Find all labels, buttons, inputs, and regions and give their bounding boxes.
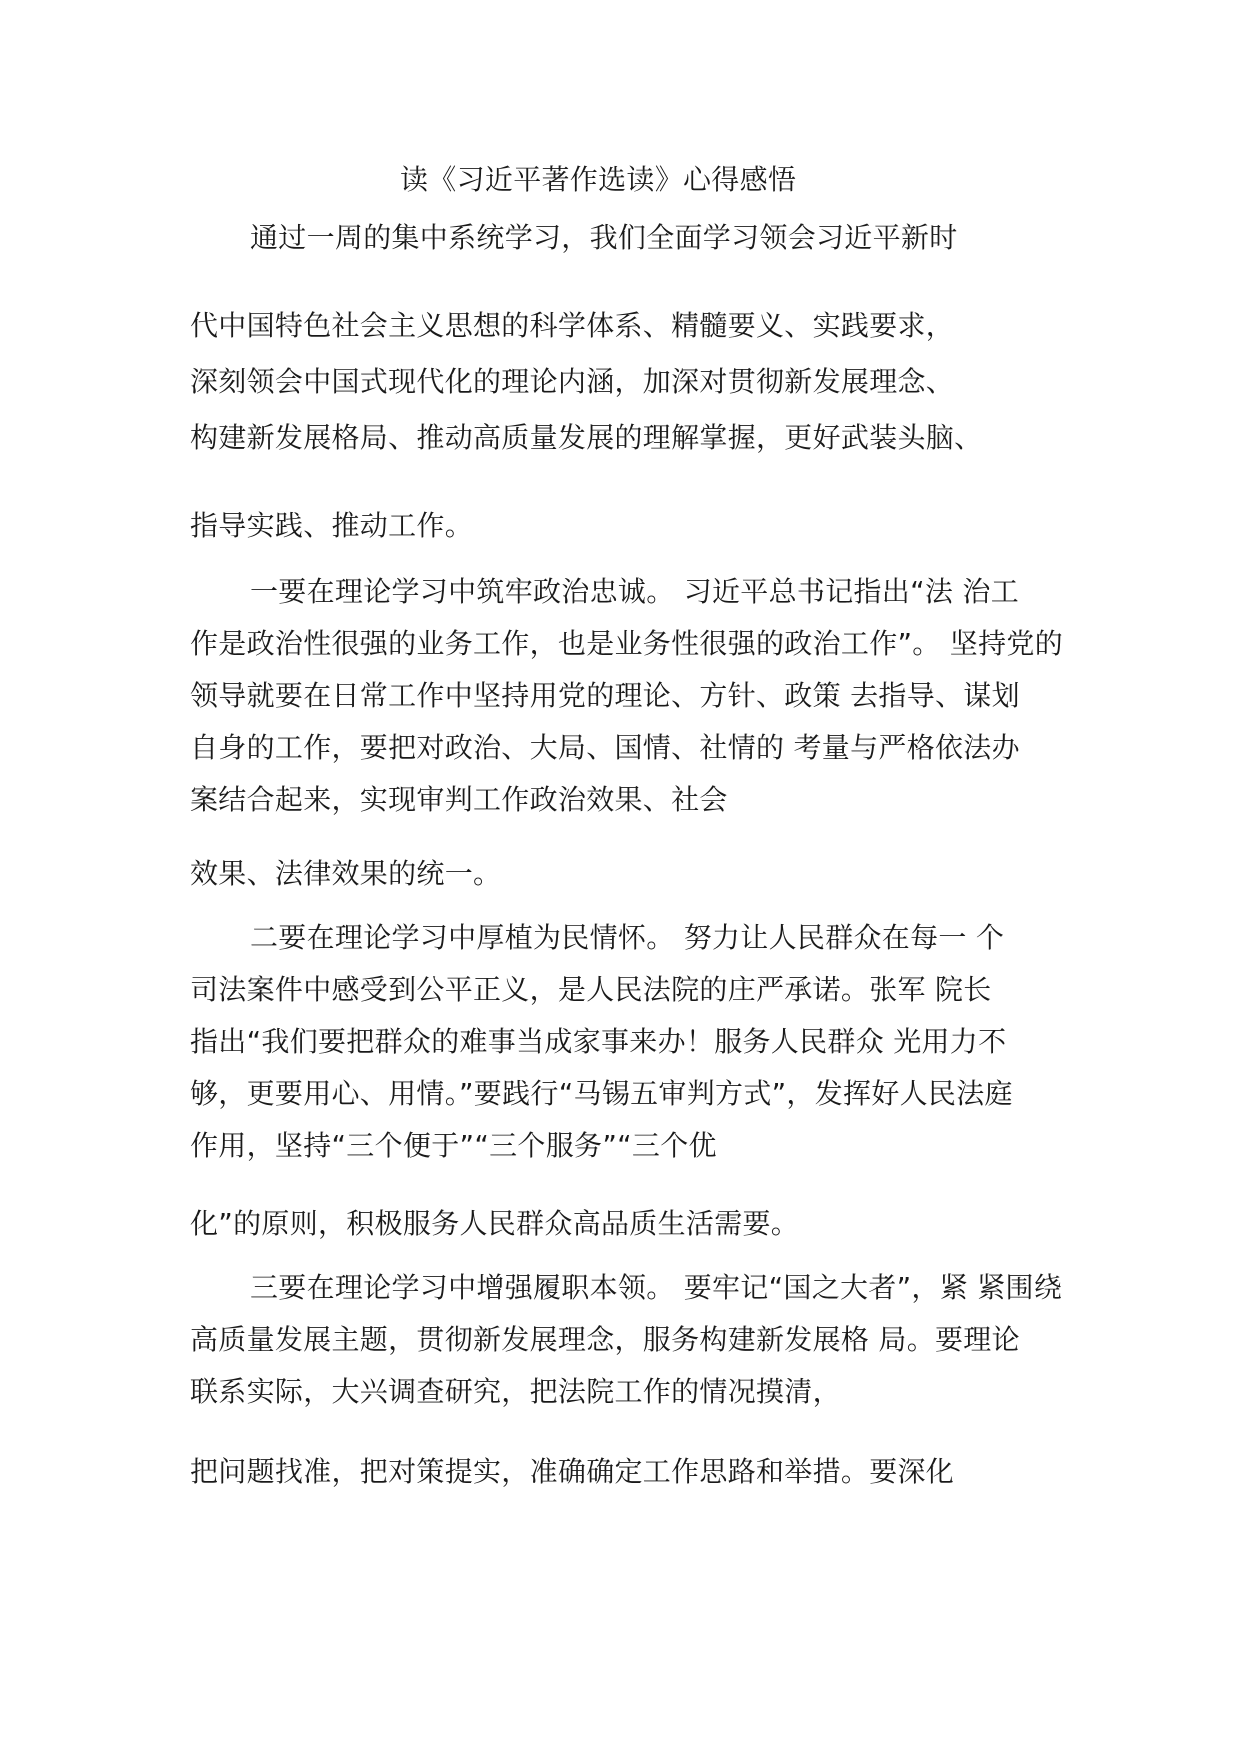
text-line: 作是政治性很强的业务工作，也是业务性很强的政治工作”。 坚持党的 — [190, 627, 1064, 660]
text-line: 联系实际，大兴调查研究，把法院工作的情况摸清， — [190, 1375, 841, 1408]
text-line: 深刻领会中国式现代化的理论内涵，加深对贯彻新发展理念、 — [190, 365, 955, 398]
text-line: 把问题找准，把对策提实，准确确定工作思路和举措。要深化 — [190, 1455, 955, 1488]
text-line: 化”的原则，积极服务人民群众高品质生活需要。 — [190, 1207, 800, 1240]
text-line: 高质量发展主题，贯彻新发展理念，服务构建新发展格 局。要理论 — [190, 1323, 1020, 1356]
text-line: 领导就要在日常工作中坚持用党的理论、方针、政策 去指导、谋划 — [190, 679, 1020, 712]
text-line: 代中国特色社会主义思想的科学体系、精髓要义、实践要求， — [190, 309, 955, 342]
text-line: 指导实践、推动工作。 — [190, 509, 474, 542]
text-line: 自身的工作，要把对政治、大局、国情、社情的 考量与严格依法办 — [190, 731, 1020, 764]
text-line: 够，更要用心、用情。”要践行“马锡五审判方式”，发挥好人民法庭 — [190, 1077, 1013, 1110]
document-title: 读《习近平著作选读》心得感悟 — [400, 163, 797, 196]
text-line: 三要在理论学习中增强履职本领。 要牢记“国之大者”，紧 紧围绕 — [250, 1271, 1063, 1304]
text-line: 指出“我们要把群众的难事当成家事来办！服务人民群众 光用力不 — [190, 1025, 1007, 1058]
text-line: 司法案件中感受到公平正义，是人民法院的庄严承诺。张军 院长 — [190, 973, 992, 1006]
text-line: 效果、法律效果的统一。 — [190, 857, 502, 890]
text-line: 构建新发展格局、推动高质量发展的理解掌握，更好武装头脑、 — [190, 421, 983, 454]
text-line: 作用，坚持“三个便于”“三个服务”“三个优 — [190, 1129, 717, 1162]
text-line: 二要在理论学习中厚植为民情怀。 努力让人民群众在每一 个 — [250, 921, 1005, 954]
text-line: 通过一周的集中系统学习，我们全面学习领会习近平新时 — [250, 221, 958, 254]
text-line: 一要在理论学习中筑牢政治忠诚。 习近平总书记指出“法 治工 — [250, 575, 1020, 608]
text-line: 案结合起来，实现审判工作政治效果、社会 — [190, 783, 728, 816]
